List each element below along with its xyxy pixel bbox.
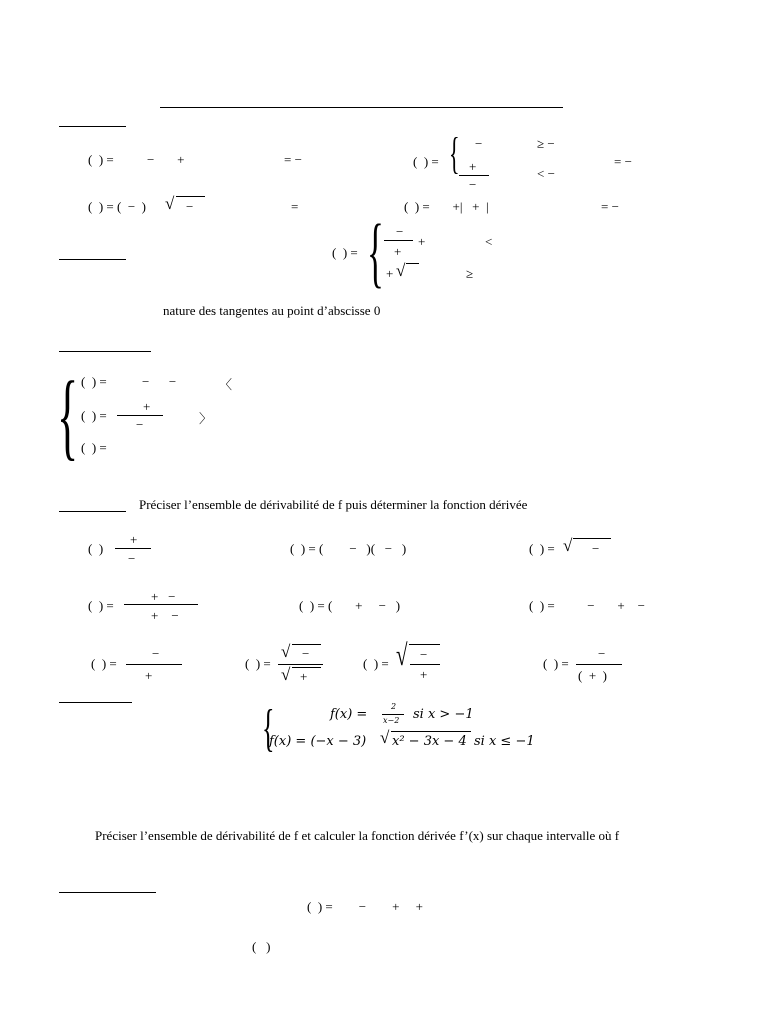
eq6-brace: { bbox=[57, 362, 79, 470]
eq18: ( ) = − + + bbox=[307, 899, 423, 914]
title-rule bbox=[160, 107, 563, 108]
eq5-cond1: < bbox=[485, 234, 493, 249]
eq1-lhs: ( ) = bbox=[88, 152, 114, 167]
eq1-at: = − bbox=[284, 152, 302, 167]
eq9-sqrt: √ bbox=[563, 536, 573, 555]
eq7-fracbar bbox=[115, 548, 151, 549]
eq14-lhs: ( ) = bbox=[245, 656, 271, 671]
preciser2-text: Préciser l’ensemble de dérivabilité de f et calculer la fonction dérivée f’(x) sur chaque intervalle où f bbox=[95, 828, 620, 843]
eq3-sqrt: √ bbox=[165, 194, 175, 213]
eq5-den: + bbox=[394, 244, 402, 259]
eq7-den: − bbox=[128, 551, 136, 566]
eq6b-fracbar bbox=[117, 415, 163, 416]
eq5-cond2: ≥ bbox=[466, 266, 474, 281]
eq16-den: ( + ) bbox=[578, 668, 607, 683]
section-2-rule bbox=[59, 259, 126, 260]
eq4-at: = − bbox=[601, 199, 619, 214]
eq6b-num: + bbox=[143, 399, 151, 414]
eq13-lhs: ( ) = bbox=[91, 656, 117, 671]
eq15-fracbar bbox=[410, 664, 440, 665]
eq15-den: + bbox=[420, 667, 428, 682]
eq10-lhs: ( ) = bbox=[88, 598, 114, 613]
section-1-rule bbox=[59, 126, 126, 127]
eq2-den: − bbox=[469, 177, 477, 192]
eq16-fracbar bbox=[576, 664, 622, 665]
eq14-num-bar bbox=[292, 644, 321, 645]
eq2-top-cond: ≥ − bbox=[537, 136, 555, 151]
eq6b-den: − bbox=[136, 417, 144, 432]
eq17-frac-num: 2 bbox=[391, 702, 397, 711]
eq5-sqrtbar bbox=[406, 263, 419, 264]
section-6-rule bbox=[59, 892, 156, 893]
eq9-lhs: ( ) = bbox=[529, 541, 555, 556]
eq17-line2-cond: si x ≤ −1 bbox=[474, 734, 535, 749]
eq9-sqrtbar bbox=[573, 538, 611, 539]
eq12: ( ) = − + − bbox=[529, 598, 645, 613]
eq2-num: + bbox=[469, 159, 477, 174]
eq1-ops: − + bbox=[147, 152, 185, 167]
eq17-line1: f(x) = bbox=[330, 707, 372, 722]
eq10-num: + − bbox=[151, 589, 176, 604]
eq16-num: − bbox=[598, 646, 606, 661]
eq3-lhs: ( ) = ( − ) bbox=[88, 199, 146, 214]
eq14-den: + bbox=[300, 669, 308, 684]
section-3-rule bbox=[59, 351, 151, 352]
nature-text: nature des tangentes au point d’abscisse 0 bbox=[163, 303, 381, 318]
eq5-plus: + bbox=[418, 234, 426, 249]
eq14-num: − bbox=[302, 646, 310, 661]
eq17-brace: { bbox=[262, 700, 275, 757]
section-4-rule bbox=[59, 511, 126, 512]
eq17-frac-den: x−2 bbox=[383, 716, 400, 725]
eq5-num: − bbox=[396, 224, 404, 239]
eq6b-lhs: ( ) = bbox=[81, 408, 107, 423]
eq10-den: + − bbox=[151, 608, 179, 623]
eq5-bot: + bbox=[386, 266, 394, 281]
eq16-lhs: ( ) = bbox=[543, 656, 569, 671]
eq13-den: + bbox=[145, 668, 153, 683]
eq15-num: − bbox=[420, 647, 428, 662]
eq11: ( ) = ( + − ) bbox=[299, 598, 401, 613]
eq6c-lhs: ( ) = bbox=[81, 440, 107, 455]
eq15-sqrt: √ bbox=[396, 639, 408, 672]
eq3-rad: − bbox=[186, 199, 194, 214]
eq19: ( ) bbox=[252, 939, 271, 954]
eq2-lhs: ( ) = bbox=[413, 154, 439, 169]
section-5-rule bbox=[59, 702, 132, 703]
eq8: ( ) = ( − )( − ) bbox=[290, 541, 407, 556]
eq14-den-sqrt: √ bbox=[281, 665, 291, 684]
eq13-fracbar bbox=[126, 664, 182, 665]
eq2-bot-cond: < − bbox=[537, 166, 555, 181]
eq6a-ops: − − bbox=[142, 374, 177, 389]
eq3-at: = bbox=[291, 199, 299, 214]
eq3-sqrtbar bbox=[176, 196, 205, 197]
eq5-sqrt: √ bbox=[396, 261, 406, 280]
eq2-top: − bbox=[475, 136, 483, 151]
eq5-lhs: ( ) = bbox=[332, 245, 358, 260]
eq7-num: + bbox=[130, 532, 138, 547]
preciser1-text: Préciser l’ensemble de dérivabilité de f puis déterminer la fonction dérivée bbox=[139, 497, 528, 512]
eq17-fracbar bbox=[382, 714, 404, 715]
eq17-line2: f(x) = (−x − 3) bbox=[269, 734, 367, 749]
eq7-lhs: ( ) bbox=[88, 541, 104, 556]
eq4-lhs: ( ) = +| + | bbox=[404, 199, 489, 214]
eq9-rad: − bbox=[592, 541, 600, 556]
eq10-fracbar bbox=[124, 604, 198, 605]
eq15-sqrtbar bbox=[409, 644, 440, 645]
eq5-brace: { bbox=[367, 208, 384, 295]
eq14-num-sqrt: √ bbox=[281, 642, 291, 661]
eq5-fracbar bbox=[384, 240, 413, 241]
eq15-lhs: ( ) = bbox=[363, 656, 389, 671]
eq2-brace: { bbox=[449, 129, 460, 178]
eq6b-cond: 〉 bbox=[199, 411, 213, 426]
eq6a-lhs: ( ) = bbox=[81, 374, 107, 389]
eq17-sqrt: √ bbox=[380, 728, 390, 747]
eq2-at: = − bbox=[614, 154, 632, 169]
eq17-line1-cond: si x > −1 bbox=[413, 707, 474, 722]
eq6a-cond: 〈 bbox=[219, 377, 233, 392]
eq17-rad: x² − 3x − 4 bbox=[392, 734, 467, 749]
eq17-sqrtbar bbox=[391, 731, 471, 732]
eq13-num: − bbox=[152, 646, 160, 661]
eq2-fracbar bbox=[459, 175, 489, 176]
eq14-den-bar bbox=[292, 667, 321, 668]
